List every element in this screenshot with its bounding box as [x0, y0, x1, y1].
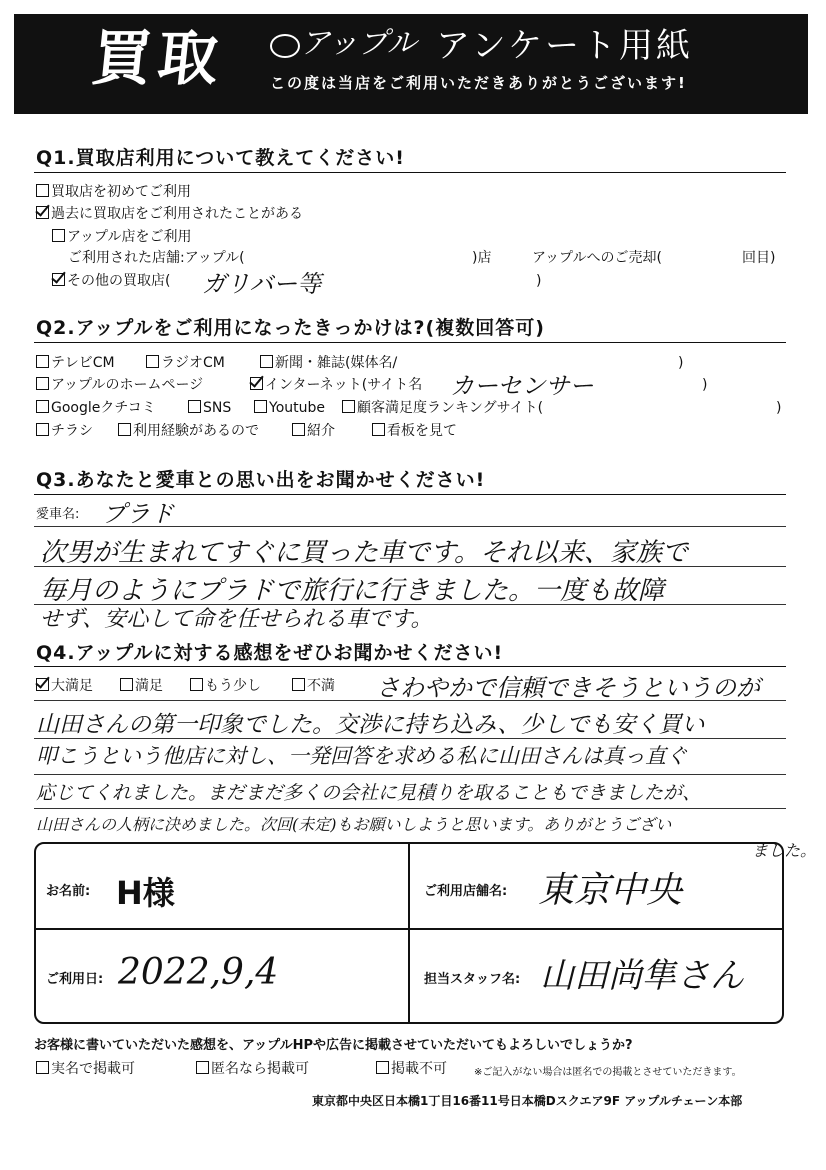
option-label: 実名で掲載可 [51, 1061, 135, 1077]
headquarters-address: 東京都中央区日本橋1丁目16番11号日本橋Dスクエア9F アップルチェーン本部 [312, 1094, 743, 1108]
checkbox[interactable] [36, 184, 49, 197]
checkbox[interactable] [376, 1061, 389, 1074]
q2-news-close: ) [678, 355, 684, 371]
checkbox[interactable] [372, 423, 385, 436]
checkbox[interactable] [36, 355, 49, 368]
option-label: 不満 [307, 678, 335, 694]
checkbox[interactable] [120, 678, 133, 691]
q2-option-youtube[interactable] [254, 399, 325, 417]
q2-option-sns[interactable] [188, 399, 231, 417]
q4-answer-line-2: 山田さんの第一印象でした。交渉に持ち込み、少しでも安く買い [36, 712, 705, 738]
q4-option-unsatisfied[interactable] [292, 677, 335, 695]
q4-option-more[interactable] [190, 677, 261, 695]
checkbox[interactable] [36, 423, 49, 436]
q2-option-homepage[interactable] [36, 376, 203, 394]
answer-line [34, 526, 786, 527]
checkbox[interactable] [196, 1061, 209, 1074]
q2-option-experience[interactable] [118, 422, 259, 440]
q2-option-news[interactable] [260, 354, 397, 372]
q4-option-very-satisfied[interactable] [36, 677, 93, 695]
q1-other-close: ) [536, 273, 542, 289]
option-label: 買取店を初めてご利用 [51, 184, 191, 200]
checkbox-checked[interactable] [36, 206, 49, 219]
answer-line [34, 566, 786, 567]
apple-badge-icon [270, 34, 300, 58]
checkbox-checked[interactable] [52, 273, 65, 286]
option-label: アップル店をご利用 [67, 229, 192, 245]
q4-heading: Q4.アップルに対する感想をぜひお聞かせください! [36, 642, 504, 664]
usage-date-value: 2022,9,4 [118, 952, 279, 993]
name-label: お名前: [46, 884, 91, 899]
option-label: アップルのホームページ [51, 377, 204, 393]
q2-option-ranking[interactable] [342, 399, 543, 417]
q1-option-first[interactable] [36, 183, 191, 201]
answer-line [34, 738, 786, 739]
permission-real-name[interactable] [36, 1060, 135, 1078]
q4-answer-line-6: ました。 [752, 841, 817, 860]
checkbox[interactable] [342, 400, 355, 413]
store-name-value: 東京中央 [538, 870, 683, 911]
checkbox[interactable] [36, 1061, 49, 1074]
option-label: 掲載不可 [391, 1061, 447, 1077]
option-label: テレビCM [51, 355, 115, 371]
form-title: アンケート用紙 [436, 26, 693, 66]
checkbox-checked[interactable] [250, 377, 263, 390]
q4-answer-line-1: さわやかで信頼できそうというのが [376, 674, 760, 702]
q4-answer-line-3: 叩こうという他店に対し、一発回答を求める私に山田さんは真っ直ぐ [36, 744, 687, 768]
checkbox[interactable] [36, 400, 49, 413]
option-label: 利用経験があるので [133, 423, 259, 439]
option-label: 看板を見て [387, 423, 457, 439]
q1-other-value: ガリバー等 [202, 270, 322, 298]
permission-anonymous[interactable] [196, 1060, 309, 1078]
permission-not-allowed[interactable] [376, 1060, 447, 1078]
option-label: 顧客満足度ランキングサイト( [357, 400, 544, 416]
option-label: 新聞・雑誌(媒体名/ [275, 355, 398, 371]
q1-store-close: )店 [472, 250, 492, 266]
checkbox[interactable] [118, 423, 131, 436]
q1-sell-count-close: 回目) [742, 250, 776, 266]
checkbox[interactable] [146, 355, 159, 368]
q2-divider [34, 342, 786, 343]
option-label: 紹介 [307, 423, 335, 439]
q3-answer-line-1: 次男が生まれてすぐに買った車です。それ以来、家族で [40, 538, 688, 568]
q2-option-referral[interactable] [292, 422, 335, 440]
q2-option-radio[interactable] [146, 354, 225, 372]
form-subtitle: この度は当店をご利用いただきありがとうございます! [270, 74, 687, 92]
store-name-label: ご利用店舗名: [424, 884, 508, 899]
option-label: 匿名なら掲載可 [211, 1061, 309, 1077]
name-value: H様 [116, 874, 175, 912]
q1-option-other[interactable] [52, 272, 170, 290]
option-label: Googleクチコミ [51, 400, 156, 416]
q1-heading: Q1.買取店利用について教えてください! [36, 147, 405, 169]
answer-line [34, 774, 786, 775]
q1-store-used-label: ご利用された店舗:アップル( [68, 250, 245, 266]
kaitori-logo: 買取 [88, 24, 228, 94]
option-label: 過去に買取店をご利用されたことがある [51, 206, 303, 222]
checkbox[interactable] [254, 400, 267, 413]
q4-option-satisfied[interactable] [120, 677, 163, 695]
car-name-value: プラド [102, 500, 174, 528]
q2-option-google[interactable] [36, 399, 156, 417]
q4-divider [34, 666, 786, 667]
option-label: その他の買取店( [67, 273, 171, 289]
brand-logo: アップル [300, 26, 417, 61]
q1-option-apple[interactable] [52, 228, 191, 246]
q2-internet-value: カーセンサー [450, 372, 594, 400]
q1-sell-count-label: アップルへのご売却( [532, 250, 662, 266]
option-label: 満足 [135, 678, 163, 694]
box-divider-vertical [408, 842, 410, 1022]
q4-answer-line-4: 応じてくれました。まだまだ多くの会社に見積りを取ることもできましたが、 [36, 782, 702, 804]
checkbox[interactable] [292, 678, 305, 691]
answer-line [34, 808, 786, 809]
checkbox[interactable] [292, 423, 305, 436]
q3-answer-line-3: せず、安心して命を任せられる車です。 [40, 607, 433, 632]
option-label: インターネット(サイト名 [265, 377, 423, 393]
checkbox[interactable] [188, 400, 201, 413]
q2-option-flyer[interactable] [36, 422, 93, 440]
option-label: ラジオCM [161, 355, 225, 371]
staff-value: 山田尚隼さん [540, 956, 744, 996]
option-label: Youtube [269, 400, 325, 416]
checkbox[interactable] [52, 229, 65, 242]
staff-label: 担当スタッフ名: [424, 972, 521, 987]
q2-option-tv[interactable] [36, 354, 115, 372]
q2-heading: Q2.アップルをご利用になったきっかけは?(複数回答可) [36, 317, 545, 339]
checkbox-checked[interactable] [36, 678, 49, 691]
car-name-label: 愛車名: [36, 507, 80, 522]
q3-answer-line-2: 毎月のようにプラドで旅行に行きました。一度も故障 [40, 576, 665, 606]
usage-date-label: ご利用日: [46, 972, 104, 987]
q4-answer-line-5: 山田さんの人柄に決めました。次回(未定)もお願いしようと思います。ありがとうござい [36, 815, 672, 834]
permission-question: お客様に書いていただいた感想を、アップルHPや広告に掲載させていただいてもよろしいでしょうか? [34, 1038, 633, 1053]
q1-option-past[interactable] [36, 205, 303, 223]
checkbox[interactable] [190, 678, 203, 691]
checkbox[interactable] [260, 355, 273, 368]
option-label: 大満足 [51, 678, 93, 694]
option-label: もう少し [205, 678, 261, 694]
q2-ranking-close: ) [776, 400, 782, 416]
q2-option-signboard[interactable] [372, 422, 457, 440]
option-label: チラシ [51, 423, 93, 439]
permission-note: ※ご記入がない場合は匿名での掲載とさせていただきます。 [474, 1067, 742, 1078]
q2-internet-close: ) [702, 377, 708, 393]
option-label: SNS [203, 400, 232, 416]
q1-divider [34, 172, 786, 173]
q3-heading: Q3.あなたと愛車との思い出をお聞かせください! [36, 469, 486, 491]
q2-option-internet[interactable] [250, 376, 422, 394]
checkbox[interactable] [36, 377, 49, 390]
answer-line [34, 700, 786, 701]
